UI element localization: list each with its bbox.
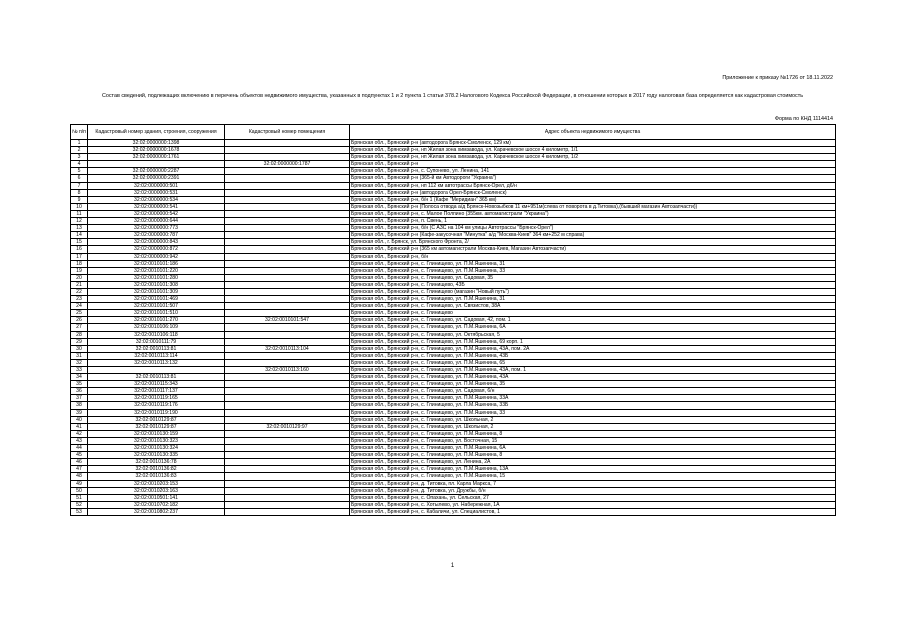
table-row (71, 367, 836, 374)
cadastral-room-cell (225, 232, 350, 239)
cadastral-room-cell (225, 210, 350, 217)
table-row (71, 196, 836, 203)
table-row (71, 239, 836, 246)
row-num: 47 (71, 466, 88, 473)
row-num: 38 (71, 402, 88, 409)
cadastral-building-cell: 32:02:0000000:2391 (88, 175, 225, 182)
address-cell: Брянская обл., Брянский р-н, с. Глинищево, ул. П.М.Яшенина, 43А, пом. 2А (350, 345, 836, 352)
address-cell: Брянская обл., Брянский р-н, с. Кабаличи, ул. Специалистов, 1 (350, 508, 836, 515)
cadastral-room-cell (225, 445, 350, 452)
table-row (71, 501, 836, 508)
cadastral-room-cell (225, 452, 350, 459)
table-row (71, 246, 836, 253)
cadastral-building-cell: 32:02:0010136:82 (88, 466, 225, 473)
table-row (71, 480, 836, 487)
row-num: 53 (71, 508, 88, 515)
row-num: 4 (71, 161, 88, 168)
address-cell: Брянская обл., Брянский р-н, с. Глинищево, ул. П.М.Яшенина, 13А (350, 466, 836, 473)
cadastral-room-cell (225, 154, 350, 161)
table-row (71, 338, 836, 345)
table-body (71, 140, 836, 516)
cadastral-building-cell: 32:02:0000000:843 (88, 239, 225, 246)
cadastral-building-cell: 32:02:0010802:237 (88, 508, 225, 515)
cadastral-building-cell: 32:02:0010130:324 (88, 445, 225, 452)
address-cell: Брянская обл., Брянский р-н, с. Глинищево, ул. П.М.Яшенина, 6А (350, 445, 836, 452)
cadastral-room-cell (225, 267, 350, 274)
table-row (71, 395, 836, 402)
address-cell: Брянская обл., Брянский р-н, с. Глинищево, ул. П.М.Яшенина, 65 (350, 359, 836, 366)
table-row (71, 218, 836, 225)
cadastral-room-cell: 32:02:0010113:160 (225, 367, 350, 374)
row-num: 33 (71, 367, 88, 374)
cadastral-room-cell (225, 480, 350, 487)
property-table (70, 124, 836, 516)
cadastral-room-cell (225, 374, 350, 381)
table-row (71, 494, 836, 501)
address-cell: Брянская обл., Брянский р-н, п. Свень, 1 (350, 218, 836, 225)
cadastral-building-cell: 32:02:0010111:79 (88, 338, 225, 345)
row-num: 40 (71, 416, 88, 423)
table-row (71, 352, 836, 359)
cadastral-room-cell (225, 501, 350, 508)
address-cell: Брянская обл., Брянский р-н, с. Глинищево, ул. П.М.Яшенина, 43Б (350, 352, 836, 359)
address-cell: Брянская обл., Брянский р-н, б/н 1 (Кафе "Меридиан" 365 км) (350, 196, 836, 203)
cadastral-building-cell: 32:02:0010101:507 (88, 303, 225, 310)
row-num: 46 (71, 459, 88, 466)
row-num: 36 (71, 388, 88, 395)
cadastral-room-cell (225, 182, 350, 189)
table-row (71, 437, 836, 444)
cadastral-room-cell (225, 494, 350, 501)
row-num: 2 (71, 147, 88, 154)
table-row (71, 154, 836, 161)
row-num: 42 (71, 430, 88, 437)
row-num: 28 (71, 331, 88, 338)
row-num: 17 (71, 253, 88, 260)
row-num: 26 (71, 317, 88, 324)
table-row (71, 317, 836, 324)
cadastral-room-cell (225, 274, 350, 281)
cadastral-room-cell (225, 459, 350, 466)
address-cell: Брянская обл., Брянский р-н, с. Глинищево, ул. П.М.Яшенина, 31 (350, 260, 836, 267)
cadastral-room-cell (225, 331, 350, 338)
address-cell: Брянская обл., Брянский р-н (автодорога Орел-Брянск-Смоленск) (350, 189, 836, 196)
cadastral-building-cell: 32:02:0010119:165 (88, 395, 225, 402)
row-num: 5 (71, 168, 88, 175)
table-row (71, 466, 836, 473)
cadastral-building-cell: 32:02:0010702:182 (88, 501, 225, 508)
table-row (71, 423, 836, 430)
cadastral-building-cell: 32:02:0010101:270 (88, 317, 225, 324)
table-row (71, 310, 836, 317)
row-num: 23 (71, 296, 88, 303)
cadastral-building-cell: 32:02:0000000:773 (88, 225, 225, 232)
cadastral-room-cell (225, 175, 350, 182)
row-num: 15 (71, 239, 88, 246)
row-num: 16 (71, 246, 88, 253)
cadastral-building-cell: 32:02:0000000:1761 (88, 154, 225, 161)
row-num: 1 (71, 140, 88, 147)
table-row (71, 508, 836, 515)
header-address: Адрес объекта недвижимого имущества (350, 125, 836, 140)
cadastral-building-cell: 32:02:0000000:942 (88, 253, 225, 260)
row-num: 3 (71, 154, 88, 161)
cadastral-building-cell (88, 161, 225, 168)
appendix-reference: Приложение к приказу №1726 от 18.11.2022 (722, 75, 833, 81)
cadastral-building-cell: 32:02:0010501:141 (88, 494, 225, 501)
form-code: Форма по КНД 1114414 (774, 116, 833, 122)
address-cell: Брянская обл., Брянский р-н, с. Глинищево, ул. Садовая, 35 (350, 274, 836, 281)
table-row (71, 175, 836, 182)
cadastral-room-cell (225, 416, 350, 423)
cadastral-building-cell: 32:02:0010130:323 (88, 437, 225, 444)
row-num: 10 (71, 203, 88, 210)
address-cell: Брянская обл., Брянский р-н, с. Глинищево, ул. Садовая, 6/н (350, 388, 836, 395)
cadastral-building-cell: 32:02:0010129:87 (88, 416, 225, 423)
table-row (71, 274, 836, 281)
header-cadastral-room: Кадастровый номер помещения (225, 125, 350, 140)
cadastral-room-cell (225, 189, 350, 196)
address-cell: Брянская обл., Брянский р-н, с. Глинищево, ул. П.М.Яшенина, 43А (350, 374, 836, 381)
cadastral-room-cell (225, 147, 350, 154)
row-num: 24 (71, 303, 88, 310)
row-num: 37 (71, 395, 88, 402)
cadastral-room-cell: 32:02:0010113:104 (225, 345, 350, 352)
cadastral-building-cell: 32:02:0010113:132 (88, 359, 225, 366)
cadastral-room-cell (225, 239, 350, 246)
address-cell: Брянская обл., Брянский р-н, с. Глинищево, ул. П.М.Яшенина, 8 (350, 452, 836, 459)
table-row (71, 168, 836, 175)
cadastral-building-cell: 32:02:0000000:644 (88, 218, 225, 225)
table-row (71, 402, 836, 409)
cadastral-building-cell: 32:02:0010136:83 (88, 473, 225, 480)
cadastral-room-cell (225, 140, 350, 147)
row-num: 27 (71, 324, 88, 331)
cadastral-building-cell: 32:02:0000000:1678 (88, 147, 225, 154)
row-num: 45 (71, 452, 88, 459)
row-num: 43 (71, 437, 88, 444)
cadastral-building-cell (88, 367, 225, 374)
cadastral-building-cell: 32:02:0010115:343 (88, 381, 225, 388)
table-row (71, 331, 836, 338)
table-row (71, 430, 836, 437)
table-row (71, 381, 836, 388)
address-cell: Брянская обл., Брянский р-н (Кафе-закусочная "Минутка" а/д "Москва-Киев" 364 км+252 м справа) (350, 232, 836, 239)
address-cell: Брянская обл., Брянский р-н, с. Глинищево, ул. Восточная, 15 (350, 437, 836, 444)
table-row (71, 260, 836, 267)
row-num: 14 (71, 232, 88, 239)
address-cell: Брянская обл., Брянский р-н, б/н (350, 253, 836, 260)
cadastral-building-cell: 32:02:0010119:176 (88, 402, 225, 409)
row-num: 32 (71, 359, 88, 366)
cadastral-building-cell: 32:02:0010203:153 (88, 480, 225, 487)
row-num: 51 (71, 494, 88, 501)
cadastral-room-cell (225, 487, 350, 494)
table-row (71, 359, 836, 366)
cadastral-building-cell: 32:02:0010130:159 (88, 430, 225, 437)
cadastral-room-cell (225, 196, 350, 203)
table-row (71, 203, 836, 210)
table-row (71, 225, 836, 232)
table-row (71, 452, 836, 459)
address-cell: Брянская обл., Брянский р-н, с. Глинищево, ул. П.М.Яшенина, 33 (350, 267, 836, 274)
table-row (71, 388, 836, 395)
address-cell: Брянская обл., Брянский р-н, с. Глинищево, ул. П.М.Яшенина, 43А, пом. 1 (350, 367, 836, 374)
cadastral-room-cell: 32:02:0010129:97 (225, 423, 350, 430)
row-num: 9 (71, 196, 88, 203)
cadastral-room-cell (225, 437, 350, 444)
address-cell: Брянская обл., Брянский р-н, б/н (С АЗС на 104 км улицы Автотрассы "Брянск-Орел") (350, 225, 836, 232)
cadastral-room-cell (225, 310, 350, 317)
cadastral-room-cell (225, 288, 350, 295)
row-num: 7 (71, 182, 88, 189)
row-num: 41 (71, 423, 88, 430)
page-number: 1 (450, 563, 455, 569)
cadastral-room-cell (225, 260, 350, 267)
address-cell: Брянская обл., Брянский р-н, с. Глинищево, ул. Октябрьская, 5 (350, 331, 836, 338)
cadastral-room-cell (225, 218, 350, 225)
row-num: 29 (71, 338, 88, 345)
table-row (71, 487, 836, 494)
cadastral-building-cell: 32:02:0000000:542 (88, 210, 225, 217)
address-cell: Брянская обл., Брянский р-н (Полоса отвода а/д Брянск-Новозыбков 11 км+951м(слева от поворота в д.Титовка),(бывший магазин Автозапчасти)) (350, 203, 836, 210)
header-cadastral-building: Кадастровый номер здания, строения, сооружения (88, 125, 225, 140)
cadastral-room-cell (225, 430, 350, 437)
cadastral-room-cell (225, 203, 350, 210)
address-cell: Брянская обл., Брянский р-н (365 км автомагистрали Москва-Киев, Магазин Автозапчасти) (350, 246, 836, 253)
table-row (71, 281, 836, 288)
address-cell: Брянская обл., Брянский р-н, с. Глинищево, ул. П.М.Яшенина, 6А (350, 324, 836, 331)
row-num: 11 (71, 210, 88, 217)
cadastral-room-cell (225, 225, 350, 232)
document-intro: Состав сведений, подлежащих включению в перечень объектов недвижимого имущества, указанных в подпунктах 1 и 2 пункта 1 статьи 378.2 Налогового Кодекса Российской Федерации, в отношении которых в 2017 году налоговая база определяется как кадастровая стоимость (101, 93, 804, 99)
cadastral-building-cell: 32:02:0010136:78 (88, 459, 225, 466)
cadastral-building-cell: 32:02:0000000:534 (88, 196, 225, 203)
table-row (71, 473, 836, 480)
cadastral-building-cell: 32:02:0010113:114 (88, 352, 225, 359)
cadastral-room-cell (225, 303, 350, 310)
cadastral-building-cell: 32:02:0000000:1398 (88, 140, 225, 147)
address-cell: Брянская обл., Брянский р-н, с. Глинищево, ул. П.М.Яшенина, 31 (350, 296, 836, 303)
address-cell: Брянская обл., Брянский р-н, с. Малое Полпино (355км. автомагистрали "Украина") (350, 210, 836, 217)
table-row (71, 189, 836, 196)
cadastral-building-cell: 32:02:0010101:510 (88, 310, 225, 317)
address-cell: Брянская обл., Брянский р-н, с. Глинищево, ул. П.М.Яшенина, 33 (350, 409, 836, 416)
address-cell: Брянская обл., Брянский р-н, с. Хотылево, ул. Набережная, 1А (350, 501, 836, 508)
cadastral-room-cell (225, 473, 350, 480)
header-num: № п/п (71, 125, 88, 140)
address-cell: Брянская обл., г. Брянск, ул. Брянского Фронта, 2/ (350, 239, 836, 246)
address-cell: Брянская обл., Брянский р-н, д. Титовка, пл. Карла Маркса, 7 (350, 480, 836, 487)
table-row (71, 161, 836, 168)
row-num: 8 (71, 189, 88, 196)
cadastral-building-cell: 32:02:0010113:81 (88, 374, 225, 381)
table-row (71, 147, 836, 154)
row-num: 48 (71, 473, 88, 480)
row-num: 52 (71, 501, 88, 508)
table-row (71, 267, 836, 274)
cadastral-building-cell: 32:02:0000000:501 (88, 182, 225, 189)
table-row (71, 345, 836, 352)
address-cell: Брянская обл., Брянский р-н, нп Жилая зона химзавода, ул. Карачевское шоссе 4 километр, 1/2 (350, 154, 836, 161)
row-num: 31 (71, 352, 88, 359)
row-num: 19 (71, 267, 88, 274)
table-row (71, 409, 836, 416)
cadastral-building-cell: 32:02:0010106:118 (88, 331, 225, 338)
table-row (71, 459, 836, 466)
cadastral-building-cell: 32:02:0010129:87 (88, 423, 225, 430)
address-cell: Брянская обл., Брянский р-н, с. Глинищево, ул. П.М.Яшенина, 69 корп. 1 (350, 338, 836, 345)
table-row (71, 416, 836, 423)
address-cell: Брянская обл., Брянский р-н, с. Глинищево, ул. Школьная, 2 (350, 416, 836, 423)
cadastral-building-cell: 32:02:0010101:280 (88, 274, 225, 281)
row-num: 18 (71, 260, 88, 267)
row-num: 12 (71, 218, 88, 225)
address-cell: Брянская обл., Брянский р-н, с. Супонево, ул. Ленина, 141 (350, 168, 836, 175)
table-row (71, 296, 836, 303)
address-cell: Брянская обл., Брянский р-н, с. Глинищево (350, 310, 836, 317)
table-row (71, 140, 836, 147)
cadastral-building-cell: 32:02:0000000:872 (88, 246, 225, 253)
table-row (71, 210, 836, 217)
row-num: 35 (71, 381, 88, 388)
cadastral-room-cell (225, 296, 350, 303)
address-cell: Брянская обл., Брянский р-н, с. Глинищево, ул. П.М.Яшенина, 15 (350, 473, 836, 480)
cadastral-building-cell: 32:02:0010101:309 (88, 288, 225, 295)
row-num: 21 (71, 281, 88, 288)
address-cell: Брянская обл., Брянский р-н, с. Глинищево, ул. П.М.Яшенина, 35 (350, 381, 836, 388)
cadastral-building-cell: 32:02:0000000:2287 (88, 168, 225, 175)
address-cell: Брянская обл., Брянский р-н (350, 161, 836, 168)
cadastral-room-cell (225, 324, 350, 331)
address-cell: Брянская обл., Брянский р-н, с. Глинищево, ул. П.М.Яшенина, 33А (350, 395, 836, 402)
address-cell: Брянская обл., Брянский р-н, с. Глинищево, ул. П.М.Яшенина, 8 (350, 430, 836, 437)
cadastral-room-cell (225, 359, 350, 366)
table-row (71, 288, 836, 295)
table-row (71, 303, 836, 310)
address-cell: Брянская обл., Брянский р-н (365-й км Автодороги "Украина") (350, 175, 836, 182)
table-row (71, 374, 836, 381)
row-num: 13 (71, 225, 88, 232)
cadastral-building-cell: 32:02:0000000:541 (88, 203, 225, 210)
address-cell: Брянская обл., Брянский р-н, с. Глинищево, ул. Связистов, 38А (350, 303, 836, 310)
cadastral-building-cell: 32:02:0010203:163 (88, 487, 225, 494)
cadastral-building-cell: 32:02:0010130:335 (88, 452, 225, 459)
cadastral-building-cell: 32:02:0000000:531 (88, 189, 225, 196)
address-cell: Брянская обл., Брянский р-н, с. Глинищево, ул. Школьная, 2 (350, 423, 836, 430)
cadastral-room-cell (225, 395, 350, 402)
address-cell: Брянская обл., Брянский р-н, нп Жилая зона химзавода, ул. Карачевское шоссе 4 километр, 1/1 (350, 147, 836, 154)
cadastral-room-cell (225, 168, 350, 175)
address-cell: Брянская обл., Брянский р-н, нп 112 км автотрассы Брянск-Орел, д6/н (350, 182, 836, 189)
row-num: 44 (71, 445, 88, 452)
row-num: 50 (71, 487, 88, 494)
cadastral-building-cell: 32:02:0000000:787 (88, 232, 225, 239)
row-num: 49 (71, 480, 88, 487)
cadastral-room-cell (225, 388, 350, 395)
cadastral-building-cell: 32:02:0010101:186 (88, 260, 225, 267)
cadastral-building-cell: 32:02:0010101:220 (88, 267, 225, 274)
address-cell: Брянская обл., Брянский р-н, с. Глинищево, ул. Ленина, 2А (350, 459, 836, 466)
table-row (71, 182, 836, 189)
table-header-row (71, 125, 836, 140)
row-num: 34 (71, 374, 88, 381)
row-num: 20 (71, 274, 88, 281)
address-cell: Брянская обл., Брянский р-н, с. Глинищево, 43Б (350, 281, 836, 288)
cadastral-room-cell (225, 381, 350, 388)
cadastral-building-cell: 32:02:0010106:109 (88, 324, 225, 331)
table-row (71, 324, 836, 331)
cadastral-room-cell (225, 508, 350, 515)
row-num: 30 (71, 345, 88, 352)
table-row (71, 445, 836, 452)
address-cell: Брянская обл., Брянский р-н, с. Глинищево, ул. Садовая, 42, пом. 1 (350, 317, 836, 324)
row-num: 25 (71, 310, 88, 317)
cadastral-room-cell (225, 466, 350, 473)
address-cell: Брянская обл., Брянский р-н, с. Глинищево (магазин "Новый путь") (350, 288, 836, 295)
cadastral-building-cell: 32:02:0010117:137 (88, 388, 225, 395)
cadastral-room-cell (225, 338, 350, 345)
cadastral-building-cell: 32:02:0010119:190 (88, 409, 225, 416)
cadastral-building-cell: 32:02:0010101:308 (88, 281, 225, 288)
address-cell: Брянская обл., Брянский р-н, д. Титовка, ул. Дружбы, б/н (350, 487, 836, 494)
table-row (71, 253, 836, 260)
cadastral-room-cell (225, 352, 350, 359)
cadastral-room-cell (225, 409, 350, 416)
address-cell: Брянская обл., Брянский р-н, с. Опахань, ул. Сельская, 27 (350, 494, 836, 501)
cadastral-room-cell (225, 281, 350, 288)
row-num: 6 (71, 175, 88, 182)
cadastral-room-cell (225, 402, 350, 409)
cadastral-building-cell: 32:02:0010113:81 (88, 345, 225, 352)
cadastral-room-cell (225, 246, 350, 253)
row-num: 39 (71, 409, 88, 416)
address-cell: Брянская обл., Брянский р-н, с. Глинищево, ул. П.М.Яшенина, 33Б (350, 402, 836, 409)
address-cell: Брянская обл., Брянский р-н (автодорога Брянск-Смоленск, 129 км) (350, 140, 836, 147)
cadastral-room-cell: 32:02:0000000:1787 (225, 161, 350, 168)
cadastral-room-cell: 32:02:0010101:547 (225, 317, 350, 324)
table-row (71, 232, 836, 239)
cadastral-building-cell: 32:02:0010101:469 (88, 296, 225, 303)
row-num: 22 (71, 288, 88, 295)
cadastral-room-cell (225, 253, 350, 260)
